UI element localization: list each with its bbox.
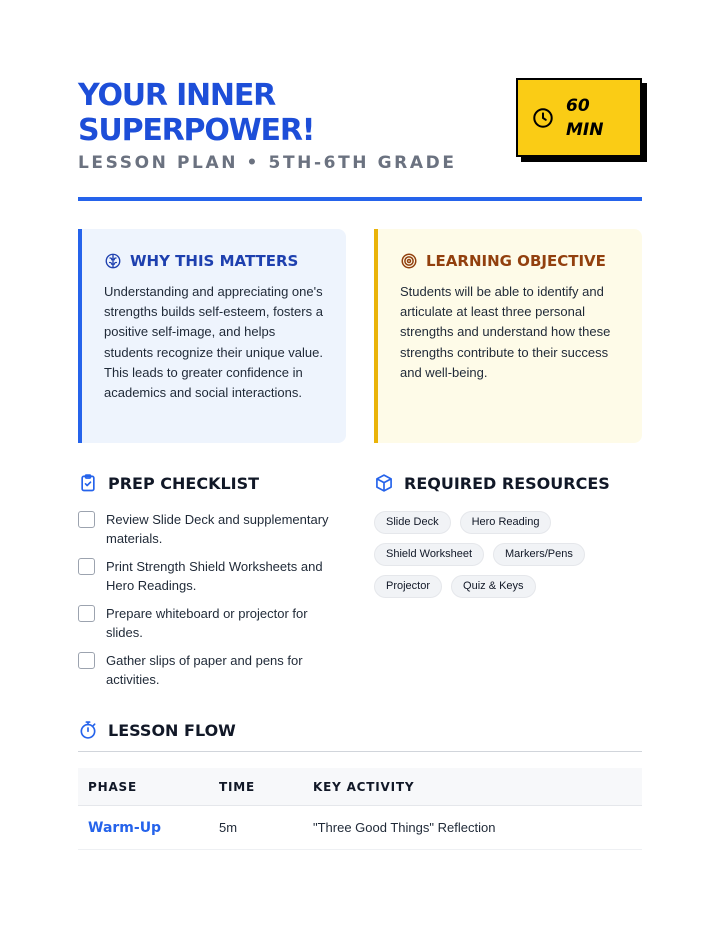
brain-icon xyxy=(104,252,122,270)
clock-icon xyxy=(532,107,554,129)
checklist-item[interactable] xyxy=(78,604,348,642)
activity-cell: "Three Good Things" Reflection xyxy=(313,820,496,835)
prep-checklist-header xyxy=(78,473,259,493)
title-line-1: YOUR INNER xyxy=(78,78,276,113)
table-row xyxy=(78,806,642,850)
page-subtitle: LESSON PLAN • 5TH-6TH GRADE xyxy=(78,153,457,173)
resource-chip: Slide Deck xyxy=(374,511,451,534)
checklist-item-label: Review Slide Deck and supplementary materials. xyxy=(106,512,329,546)
prep-checklist xyxy=(78,510,348,698)
lesson-flow-divider xyxy=(78,751,642,752)
checkbox[interactable] xyxy=(78,511,95,528)
table-header-row xyxy=(78,768,642,806)
lesson-flow-table xyxy=(78,768,642,850)
header-divider xyxy=(78,197,642,201)
column-header-activity: KEY ACTIVITY xyxy=(313,779,415,794)
checkbox[interactable] xyxy=(78,652,95,669)
phase-cell: Warm-Up xyxy=(88,819,162,836)
why-this-matters-card xyxy=(78,229,346,443)
duration-value: 60 xyxy=(566,95,590,116)
learning-objective-card xyxy=(374,229,642,443)
title-line-2: SUPERPOWER! xyxy=(78,113,315,148)
checklist-item-label: Print Strength Shield Worksheets and Hero Readings. xyxy=(106,559,323,593)
resource-chip: Markers/Pens xyxy=(493,543,585,566)
target-icon xyxy=(400,252,418,270)
checklist-item-label: Gather slips of paper and pens for activities. xyxy=(106,653,303,687)
box-icon xyxy=(374,473,394,493)
resource-chip: Shield Worksheet xyxy=(374,543,484,566)
objective-card-title: LEARNING OBJECTIVE xyxy=(426,252,606,270)
required-resources-header xyxy=(374,473,610,493)
duration-text xyxy=(566,94,616,142)
lesson-flow-title: LESSON FLOW xyxy=(108,720,236,740)
checklist-item[interactable] xyxy=(78,510,348,548)
required-resources-title: REQUIRED RESOURCES xyxy=(404,473,610,493)
column-header-phase: PHASE xyxy=(88,779,137,794)
why-card-title: WHY THIS MATTERS xyxy=(130,252,299,270)
duration-unit: MIN xyxy=(566,119,604,140)
resource-chip: Quiz & Keys xyxy=(451,575,536,598)
time-cell: 5m xyxy=(219,820,238,835)
why-card-body: Understanding and appreciating one's strengths builds self-esteem, fosters a positive self-image, and helps students recognize their unique value. This leads to greater confidence in academics and social interactions. xyxy=(104,284,323,401)
objective-card-header xyxy=(400,251,622,271)
stopwatch-icon xyxy=(78,720,98,740)
clipboard-check-icon xyxy=(78,473,98,493)
resource-chip-list xyxy=(374,511,642,598)
checklist-item[interactable] xyxy=(78,651,348,689)
prep-checklist-title: PREP CHECKLIST xyxy=(108,473,260,493)
checklist-item[interactable] xyxy=(78,557,348,595)
resource-chip: Hero Reading xyxy=(460,511,552,534)
objective-card-body: Students will be able to identify and articulate at least three personal strengths and understand how these strengths contribute to their success and well-being. xyxy=(400,284,611,380)
checkbox[interactable] xyxy=(78,605,95,622)
page-title xyxy=(78,78,498,148)
why-card-header xyxy=(104,251,326,271)
column-header-time: TIME xyxy=(219,779,255,794)
lesson-flow-header xyxy=(78,720,236,740)
resource-chip: Projector xyxy=(374,575,442,598)
checkbox[interactable] xyxy=(78,558,95,575)
duration-badge xyxy=(516,78,642,157)
checklist-item-label: Prepare whiteboard or projector for slides. xyxy=(106,606,308,640)
